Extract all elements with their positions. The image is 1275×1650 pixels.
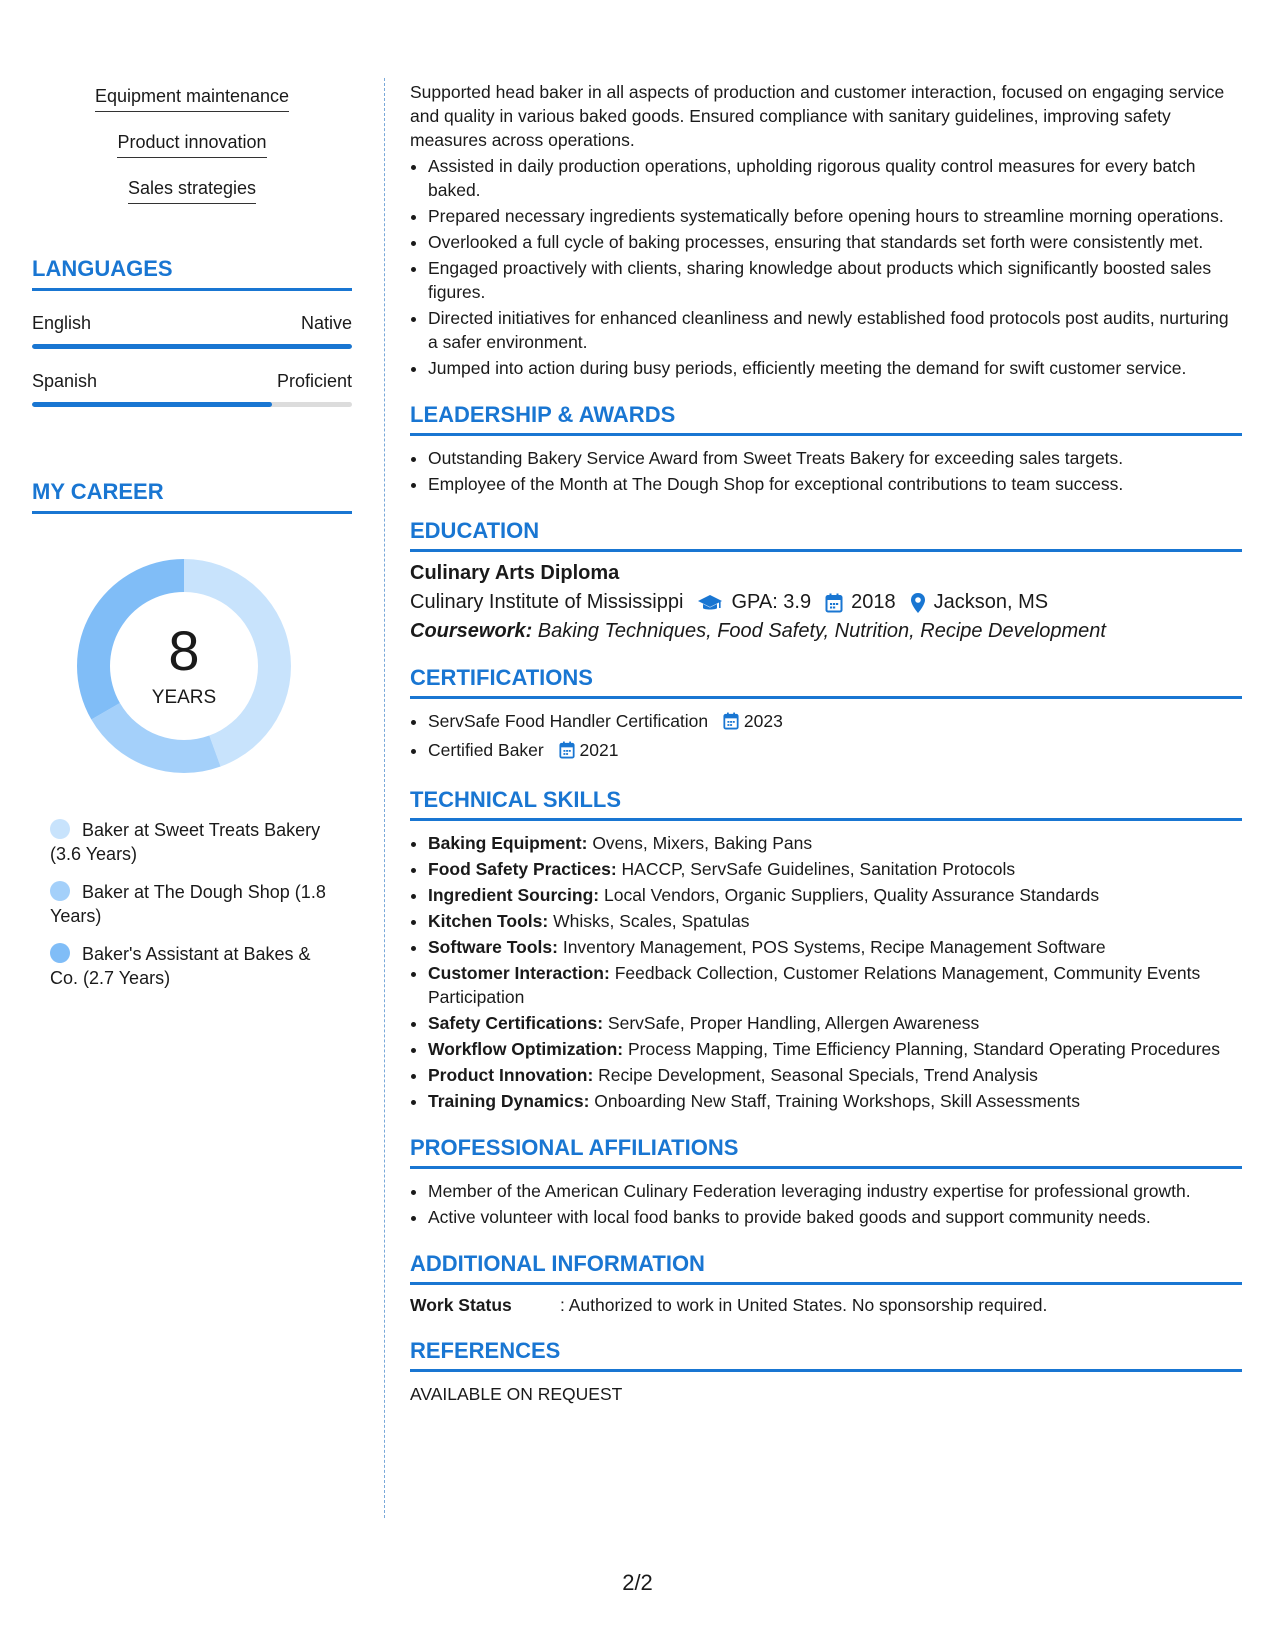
technical-skill-item bbox=[428, 1037, 1242, 1061]
left-column bbox=[32, 78, 352, 1004]
experience-bullet: • Overlooked a full cycle of baking processes, ensuring that standards set forth were consistently met. bbox=[428, 230, 1242, 254]
skill-values: ServSafe, Proper Handling, Allergen Awareness bbox=[603, 1013, 980, 1033]
language-level: Native bbox=[300, 313, 352, 333]
school-name: Culinary Institute of Mississippi bbox=[410, 591, 684, 613]
experience-bullet: • Engaged proactively with clients, sharing knowledge about products which significantly boosted sales figures. bbox=[428, 256, 1242, 304]
calendar-icon bbox=[559, 741, 575, 765]
affiliations-heading: PROFESSIONAL AFFILIATIONS bbox=[410, 1135, 1242, 1169]
career-donut-chart bbox=[64, 546, 304, 786]
skill-category: Baking Equipment: bbox=[428, 833, 588, 853]
coursework-list: Baking Techniques, Food Safety, Nutrition, Recipe Development bbox=[532, 620, 1106, 642]
right-column bbox=[410, 80, 1242, 1406]
skills-list bbox=[32, 78, 352, 216]
certifications-list bbox=[410, 709, 1242, 765]
technical-skill-item bbox=[428, 831, 1242, 855]
skill-values: Onboarding New Staff, Training Workshops, Skill Assessments bbox=[589, 1091, 1080, 1111]
skill-values: Feedback Collection, Customer Relations Management, Community Events Participation bbox=[428, 963, 1201, 1007]
education-heading: EDUCATION bbox=[410, 518, 1242, 552]
coursework bbox=[410, 620, 1242, 643]
skill-values: Inventory Management, POS Systems, Recipe Management Software bbox=[557, 937, 1106, 957]
career-legend-label: Baker at Sweet Treats Bakery (3.6 Years) bbox=[50, 820, 321, 864]
additional-info-heading: ADDITIONAL INFORMATION bbox=[410, 1251, 1242, 1285]
career-legend bbox=[50, 818, 330, 990]
career-legend-label: Baker at The Dough Shop (1.8 Years) bbox=[50, 882, 326, 926]
award-item: • Employee of the Month at The Dough Shop for exceptional contributions to team success. bbox=[428, 472, 1242, 496]
affiliation-item: • Active volunteer with local food banks to provide baked goods and support community needs. bbox=[428, 1205, 1242, 1229]
affiliations-list bbox=[410, 1179, 1242, 1229]
certification-year: 2023 bbox=[743, 711, 783, 731]
technical-skills-list bbox=[410, 831, 1242, 1113]
skill-values: Local Vendors, Organic Suppliers, Quality Assurance Standards bbox=[599, 885, 1100, 905]
skill-category: Software Tools: bbox=[428, 937, 558, 957]
awards-heading: LEADERSHIP & AWARDS bbox=[410, 402, 1242, 436]
career-years-label: YEARS bbox=[151, 687, 217, 708]
career-legend-item bbox=[50, 942, 330, 990]
certification-year: 2021 bbox=[579, 740, 619, 760]
skill-category: Workflow Optimization: bbox=[428, 1039, 624, 1059]
award-item: • Outstanding Bakery Service Award from Sweet Treats Bakery for exceeding sales targets. bbox=[428, 446, 1242, 470]
experience-summary: Supported head baker in all aspects of production and customer interaction, focused on engaging service and quality in various baked goods. Ensured compliance with sanitary guidelines, improving safety measures across operations. bbox=[410, 82, 1225, 150]
skill-tag: Equipment maintenance bbox=[95, 86, 289, 112]
work-status-row bbox=[410, 1295, 1242, 1316]
skill-category: Customer Interaction: bbox=[428, 963, 610, 983]
certification-name: Certified Baker bbox=[428, 740, 544, 760]
experience-bullets bbox=[410, 154, 1242, 380]
skill-category: Safety Certifications: bbox=[428, 1013, 604, 1033]
location-pin-icon bbox=[910, 592, 926, 614]
degree-title: Culinary Arts Diploma bbox=[410, 562, 620, 584]
experience-bullet: • Prepared necessary ingredients systematically before opening hours to streamline morning operations. bbox=[428, 204, 1242, 228]
technical-skill-item bbox=[428, 1011, 1242, 1035]
career-heading: MY CAREER bbox=[32, 479, 352, 514]
graduation-year: 2018 bbox=[851, 591, 896, 613]
certification-item bbox=[428, 738, 1242, 765]
school-location: Jackson, MS bbox=[933, 591, 1049, 613]
technical-skill-item bbox=[428, 857, 1242, 881]
skill-tag: Product innovation bbox=[117, 132, 266, 158]
language-spanish bbox=[32, 371, 352, 407]
career-legend-label: Baker's Assistant at Bakes & Co. (2.7 Years) bbox=[50, 944, 311, 988]
skill-category: Training Dynamics: bbox=[428, 1091, 590, 1111]
languages-heading: LANGUAGES bbox=[32, 256, 352, 291]
language-bar bbox=[32, 402, 352, 407]
skill-tag: Sales strategies bbox=[128, 178, 256, 204]
career-legend-item bbox=[50, 880, 330, 928]
certification-item bbox=[428, 709, 1242, 736]
legend-dot-icon bbox=[50, 881, 70, 901]
references-text: AVAILABLE ON REQUEST bbox=[410, 1384, 623, 1404]
skill-values: Process Mapping, Time Efficiency Planning, Standard Operating Procedures bbox=[623, 1039, 1221, 1059]
skill-category: Product Innovation: bbox=[428, 1065, 594, 1085]
technical-skill-item bbox=[428, 961, 1242, 1009]
gpa-value: GPA: 3.9 bbox=[731, 591, 812, 613]
technical-skill-item bbox=[428, 935, 1242, 959]
skill-category: Kitchen Tools: bbox=[428, 911, 549, 931]
career-legend-item bbox=[50, 818, 330, 866]
work-status-label: Work Status bbox=[410, 1295, 512, 1315]
certification-name: ServSafe Food Handler Certification bbox=[428, 711, 709, 731]
calendar-icon bbox=[723, 712, 739, 736]
language-bar bbox=[32, 344, 352, 349]
legend-dot-icon bbox=[50, 943, 70, 963]
language-bar-fill bbox=[32, 402, 272, 407]
technical-skill-item bbox=[428, 883, 1242, 907]
technical-skills-heading: TECHNICAL SKILLS bbox=[410, 787, 1242, 821]
experience-bullet: • Assisted in daily production operations, upholding rigorous quality control measures for every batch baked. bbox=[428, 154, 1242, 202]
column-divider bbox=[384, 78, 385, 1518]
skill-values: HACCP, ServSafe Guidelines, Sanitation Protocols bbox=[616, 859, 1016, 879]
skill-values: Whisks, Scales, Spatulas bbox=[548, 911, 750, 931]
graduation-cap-icon bbox=[697, 593, 723, 613]
awards-list bbox=[410, 446, 1242, 496]
page-number: 2/2 bbox=[622, 1570, 653, 1595]
calendar-icon bbox=[825, 593, 843, 613]
skill-category: Food Safety Practices: bbox=[428, 859, 617, 879]
skill-values: Recipe Development, Seasonal Specials, Trend Analysis bbox=[593, 1065, 1038, 1085]
language-bar-fill bbox=[32, 344, 352, 349]
experience-bullet: • Jumped into action during busy periods, efficiently meeting the demand for swift customer service. bbox=[428, 356, 1242, 380]
technical-skill-item bbox=[428, 1063, 1242, 1087]
coursework-label: Coursework: bbox=[410, 620, 533, 642]
experience-bullet: • Directed initiatives for enhanced cleanliness and newly established food protocols post audits, nurturing a safer environment. bbox=[428, 306, 1242, 354]
skill-values: Ovens, Mixers, Baking Pans bbox=[587, 833, 813, 853]
language-name: Spanish bbox=[32, 371, 98, 391]
certifications-heading: CERTIFICATIONS bbox=[410, 665, 1242, 699]
career-total-years: 8 bbox=[168, 619, 200, 682]
technical-skill-item bbox=[428, 909, 1242, 933]
work-status-value: : Authorized to work in United States. No sponsorship required. bbox=[560, 1295, 1048, 1315]
technical-skill-item bbox=[428, 1089, 1242, 1113]
language-name: English bbox=[32, 313, 92, 333]
skill-category: Ingredient Sourcing: bbox=[428, 885, 600, 905]
language-level: Proficient bbox=[276, 371, 352, 391]
language-english bbox=[32, 313, 352, 349]
affiliation-item: • Member of the American Culinary Federation leveraging industry expertise for professional growth. bbox=[428, 1179, 1242, 1203]
legend-dot-icon bbox=[50, 819, 70, 839]
education-details bbox=[410, 591, 1242, 614]
references-heading: REFERENCES bbox=[410, 1338, 1242, 1372]
